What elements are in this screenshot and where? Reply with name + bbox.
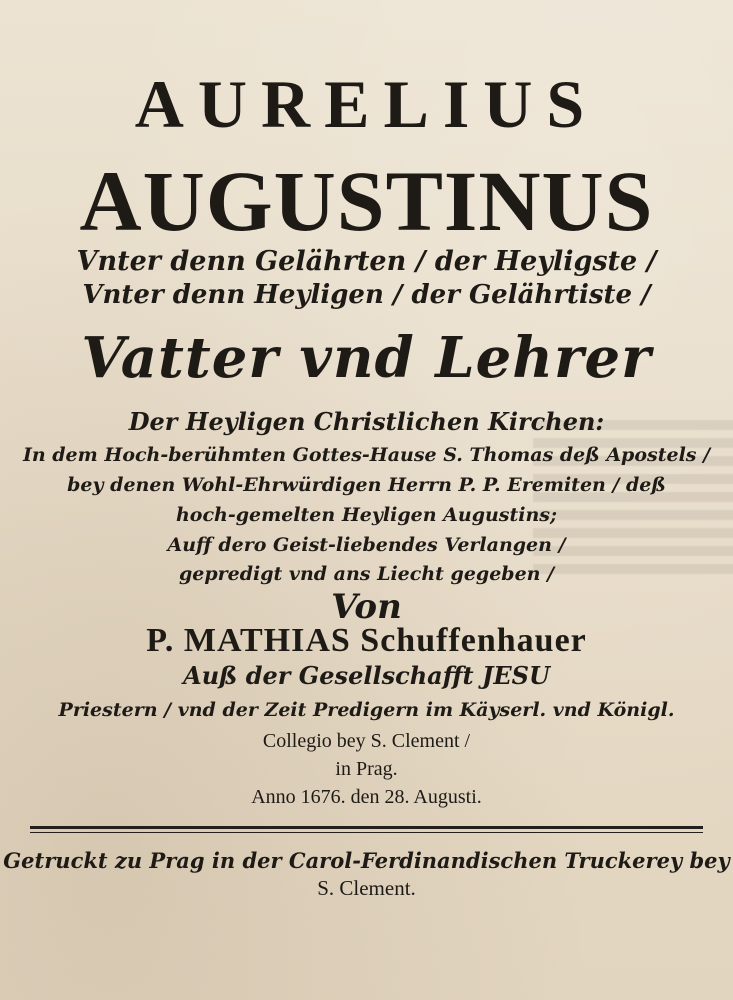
body-line-5: gepredigt vnd ans Liecht gegeben / [178,563,555,585]
college-line: Collegio bey S. Clement / [262,730,471,752]
by-line: Von [331,587,402,627]
body-line-3: hoch-gemelten Heyligen Augustins; [175,504,558,526]
author-position: Priestern / vnd der Zeit Predigern im Käyserl. vnd Königl. [58,699,675,721]
title-aurelius: AURELIUS [134,66,599,142]
imprint-line-2: S. Clement. [317,876,416,900]
imprint-rule-thin [30,832,703,833]
subtitle-line-1: Vnter denn Gelährten / der Heyligste / [76,246,657,277]
place-line: in Prag. [335,758,398,780]
author-name: P. MATHIAS Schuffenhauer [146,622,587,659]
author-affiliation: Auß der Gesellschafft JESU [183,661,550,690]
body-line-4: Auff dero Geist-liebendes Verlangen / [167,534,566,556]
date-line: Anno 1676. den 28. Augusti. [251,786,482,808]
imprint-line-1: Getruckt zu Prag in der Carol-Ferdinandischen Truckerey bey [3,848,730,873]
imprint-rule [30,826,703,829]
title-augustinus: AUGUSTINUS [79,153,654,249]
subtitle-church: Der Heyligen Christlichen Kirchen: [128,407,605,436]
subtitle-line-2: Vnter denn Heyligen / der Gelährtiste / [82,280,651,310]
title-vatter-vnd-lehrer: Vatter vnd Lehrer [81,325,652,391]
body-line-2: bey denen Wohl-Ehrwürdigen Herrn P. P. Eremiten / deß [67,474,666,496]
body-line-1: In dem Hoch-berühmten Gottes-Hause S. Thomas deß Apostels / [22,444,711,466]
